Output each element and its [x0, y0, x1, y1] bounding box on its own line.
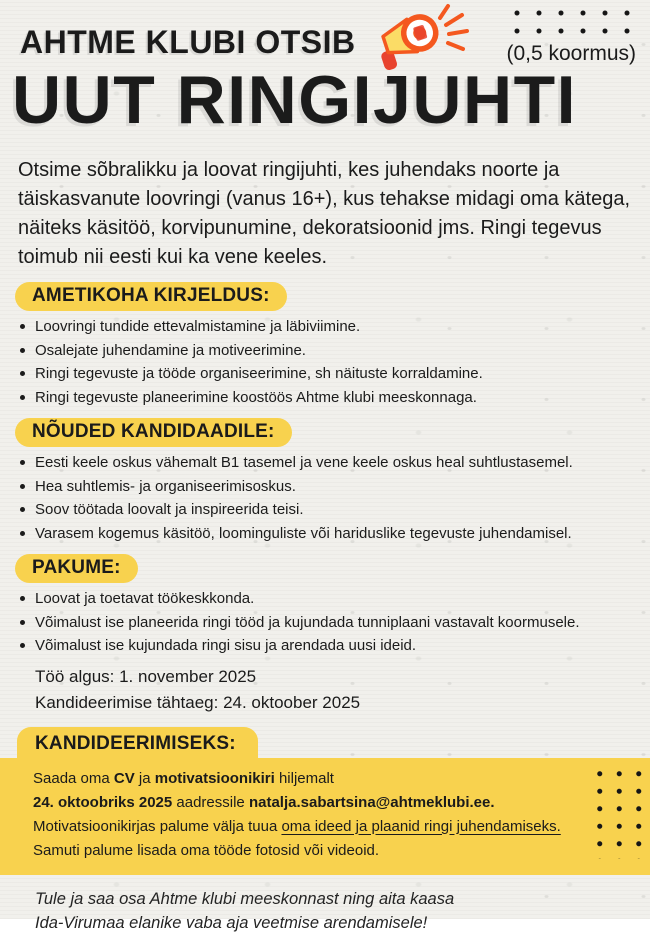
section-candidate-requirements: [15, 418, 635, 544]
list-item-text: Ringi tegevuste ja tööde organiseerimine, sh näituste korraldamine.: [35, 365, 483, 382]
list-item-text: Võimalust ise planeerida ringi tööd ja kujundada tunniplaani vastavalt koormusele.: [35, 613, 580, 631]
motivation-letter-bold-text: motivatsioonikiri: [154, 769, 275, 787]
start-date-text: Töö algus: 1. november 2025: [35, 666, 257, 686]
intro-paragraph: Otsime sõbralikku ja loovat ringijuhti, kes juhendaks noorte ja täiskasvanute loovringi (vanus 16+), kus tehakse midagi oma kätega, näiteks käsitöö, korvipunumine, dekoratsioonid jms. Ringi tegevus toimub nii eesti kui ka vene keeles.: [18, 159, 631, 268]
section-heading-badge: AMETIKOHA KIRJELDUS:: [15, 282, 287, 311]
section-heading-badge: PAKUME:: [15, 554, 138, 583]
list-item: [20, 588, 635, 610]
bullet-list: [15, 588, 635, 657]
apply-text: Samuti palume lisada oma tööde fotosid või videoid.: [33, 841, 380, 859]
list-item-text: Eesti keele oskus vähemalt B1 tasemel ja vene keele oskus heal suhtlustasemel.: [35, 454, 573, 471]
section-job-description: [15, 282, 635, 408]
list-item: [20, 387, 635, 409]
apply-text: Saada oma: [33, 769, 114, 787]
dots-pattern-band-right-icon: [590, 765, 648, 859]
kicker-text: AHTME KLUBI OTSIB: [20, 24, 356, 60]
bullet-list: [15, 452, 635, 544]
footer-callout: [35, 887, 650, 935]
list-item: [20, 499, 635, 521]
list-item: [20, 316, 635, 338]
bullet-list: [15, 316, 635, 408]
apply-text: aadressile: [172, 793, 249, 811]
list-item: [20, 340, 635, 362]
deadline-bold-text: 24. oktoobriks 2025: [33, 793, 173, 811]
list-item-text: Varasem kogemus käsitöö, loominguliste või hariduslike tegevuste juhendamisel.: [35, 524, 572, 542]
dots-pattern-top-right-icon: [506, 4, 638, 40]
bullet-icon: [20, 507, 25, 512]
apply-line-2: [33, 791, 572, 815]
megaphone-icon: [374, 2, 474, 66]
apply-text: Motivatsioonikirjas palume välja tuua: [33, 817, 282, 835]
list-item-text: Loovat ja toetavat töökeskkonda.: [35, 590, 255, 607]
list-item: [20, 612, 635, 634]
list-item: [20, 635, 635, 657]
page-title: UUT RINGIJUHTI: [12, 62, 577, 138]
bullet-icon: [20, 348, 25, 353]
list-item-text: Loovringi tundide ettevalmistamine ja läbiviimine.: [35, 318, 361, 335]
list-item: [20, 523, 635, 545]
footer-line-2: Ida-Virumaa elanike vaba aja veetmise arendamisele!: [35, 913, 428, 932]
cv-bold-text: CV: [113, 769, 135, 787]
bullet-icon: [20, 324, 25, 329]
apply-line-3: [33, 815, 572, 863]
header: [0, 0, 650, 142]
section-heading-badge: NÕUDED KANDIDAADILE:: [15, 418, 292, 447]
section-we-offer: [15, 554, 635, 657]
list-item-text: Hea suhtlemis- ja organiseerimisoskus.: [35, 477, 296, 495]
email-address-text: natalja.sabartsina@ahtmeklubi.ee.: [248, 793, 495, 811]
bullet-icon: [20, 531, 25, 536]
underlined-text: oma ideed ja plaanid ringi juhendamiseks.: [281, 817, 561, 835]
list-item: [20, 452, 635, 474]
bullet-icon: [20, 620, 25, 625]
bullet-icon: [20, 395, 25, 400]
apply-text: ja: [134, 769, 155, 787]
deadline-text: Kandideerimise tähtaeg: 24. oktoober 2025: [35, 692, 361, 712]
key-dates: [35, 665, 650, 715]
bullet-icon: [20, 484, 25, 489]
bullet-icon: [20, 460, 25, 465]
bullet-icon: [20, 371, 25, 376]
workload-note: (0,5 koormus): [506, 42, 636, 65]
apply-line-1: [33, 767, 572, 791]
apply-heading-tab: KANDIDEERIMISEKS:: [17, 727, 258, 758]
footer-line-1: Tule ja saa osa Ahtme klubi meeskonnast ning aita kaasa: [35, 889, 455, 908]
list-item-text: Osalejate juhendamine ja motiveerimine.: [35, 341, 306, 359]
apply-banner: [0, 727, 650, 875]
list-item: [20, 363, 635, 385]
bullet-icon: [20, 596, 25, 601]
list-item-text: Soov töötada loovalt ja inspireerida teisi.: [35, 501, 304, 518]
bullet-icon: [20, 643, 25, 648]
list-item-text: Ringi tegevuste planeerimine koostöös Ahtme klubi meeskonnaga.: [35, 388, 477, 406]
list-item-text: Võimalust ise kujundada ringi sisu ja arendada uusi ideid.: [35, 637, 417, 654]
apply-text: hiljemalt: [274, 769, 334, 787]
apply-band: [0, 758, 650, 875]
list-item: [20, 476, 635, 498]
